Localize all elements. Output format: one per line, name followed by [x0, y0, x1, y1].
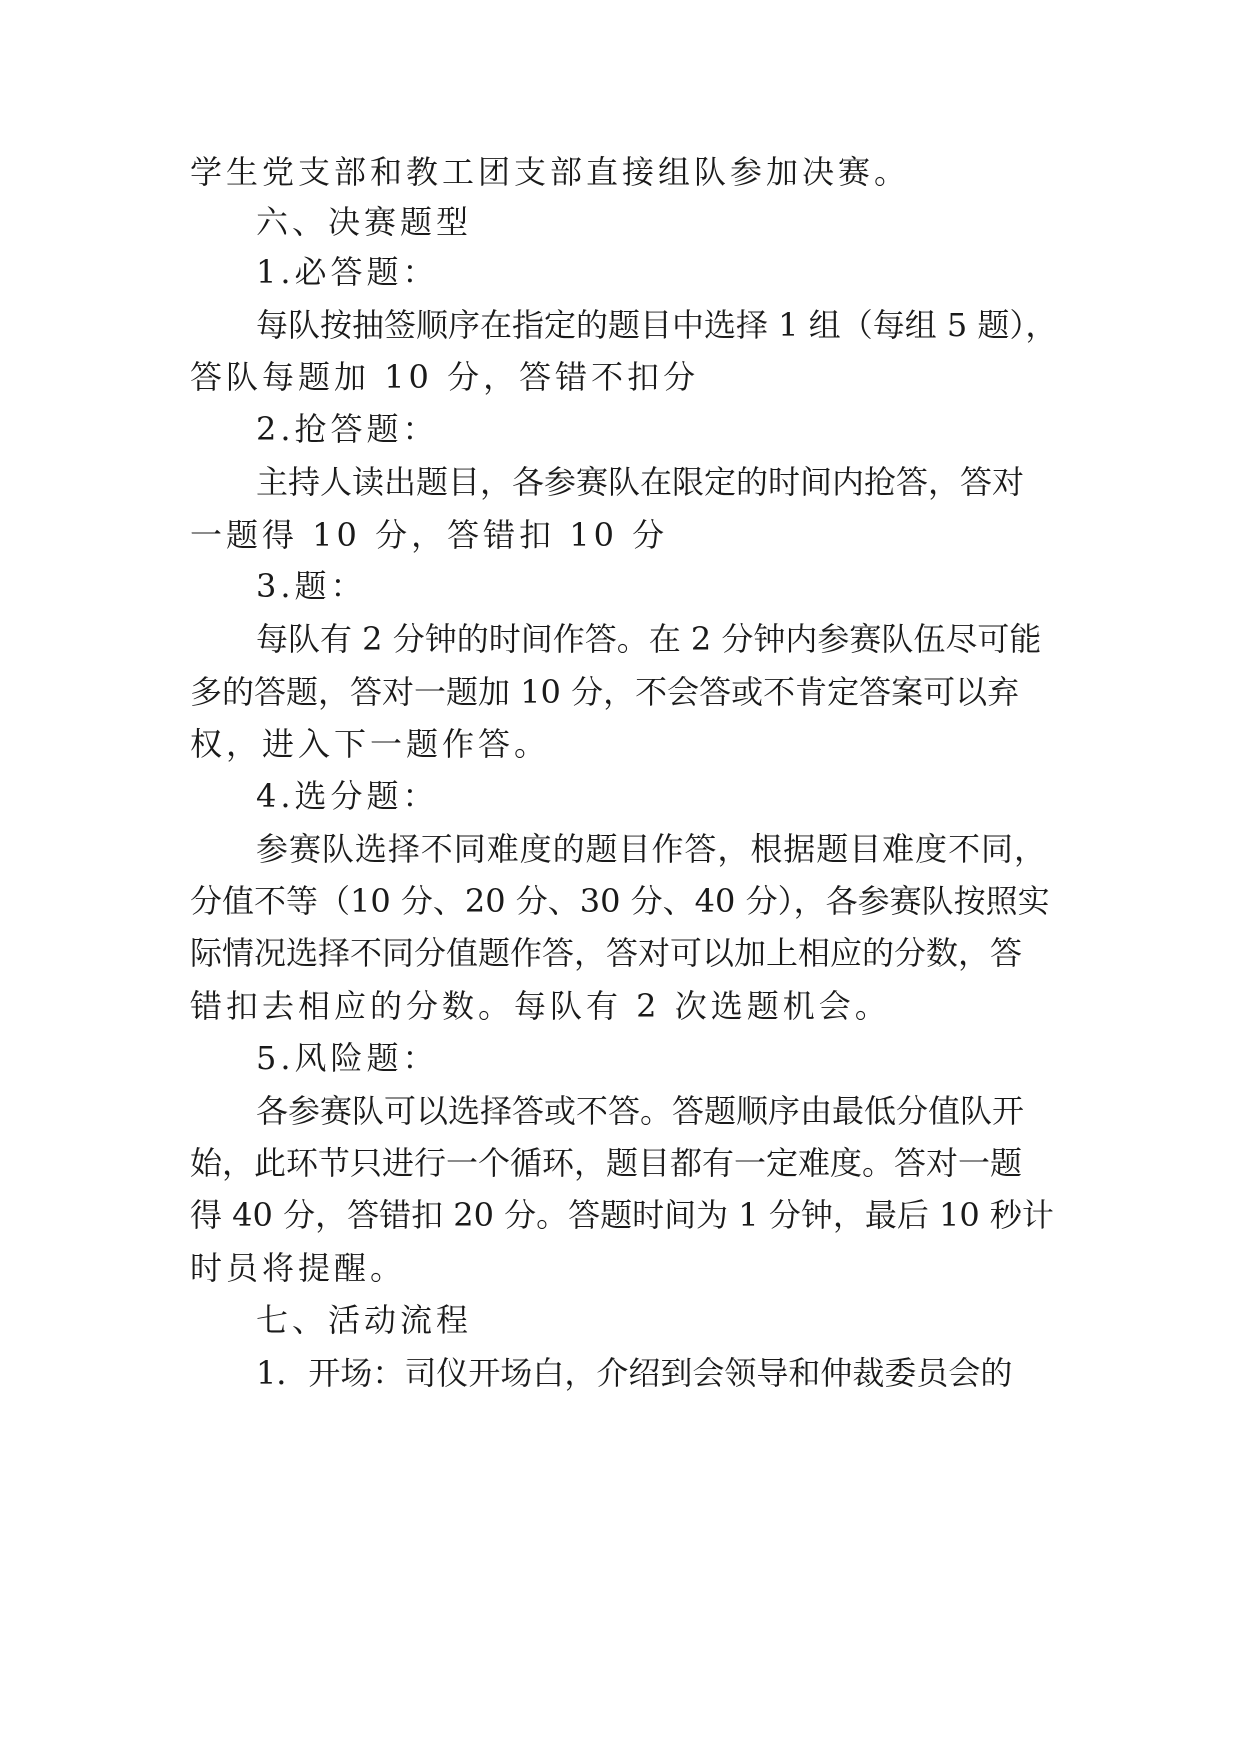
paragraph-line: 际情况选择不同分值题作答，答对可以加上相应的分数，答: [190, 934, 1023, 972]
subsection-heading: 3.题：: [256, 567, 367, 605]
paragraph-line: 答队每题加 10 分，答错不扣分: [190, 358, 700, 396]
paragraph-line: 权，进入下一题作答。: [190, 725, 551, 763]
paragraph-line: 多的答题，答对一题加 10 分，不会答或不肯定答案可以弃: [190, 673, 1020, 711]
subsection-heading: 5.风险题：: [256, 1039, 439, 1077]
paragraph-line: 错扣去相应的分数。每队有 2 次选题机会。: [190, 987, 891, 1025]
paragraph-line: 学生党支部和教工团支部直接组队参加决赛。: [190, 153, 911, 191]
section-heading: 六、决赛题型: [256, 203, 473, 241]
paragraph-line: 1．开场：司仪开场白，介绍到会领导和仲裁委员会的: [256, 1354, 1013, 1392]
paragraph-line: 每队按抽签顺序在指定的题目中选择 1 组（每组 5 题），: [256, 306, 1058, 344]
subsection-heading: 4.选分题：: [256, 777, 439, 815]
paragraph-line: 得 40 分，答错扣 20 分。答题时间为 1 分钟，最后 10 秒计: [190, 1196, 1054, 1234]
paragraph-line: 主持人读出题目，各参赛队在限定的时间内抢答，答对: [256, 463, 1025, 501]
paragraph-line: 分值不等（10 分、20 分、30 分、40 分），各参赛队按照实: [190, 882, 1050, 920]
paragraph-line: 时员将提醒。: [190, 1249, 407, 1287]
subsection-heading: 1.必答题：: [256, 253, 439, 291]
paragraph-line: 始，此环节只进行一个循环，题目都有一定难度。答对一题: [190, 1144, 1023, 1182]
subsection-heading: 2.抢答题：: [256, 410, 439, 448]
paragraph-line: 一题得 10 分，答错扣 10 分: [190, 516, 669, 554]
paragraph-line: 各参赛队可以选择答或不答。答题顺序由最低分值队开: [256, 1092, 1025, 1130]
paragraph-line: 参赛队选择不同难度的题目作答，根据题目难度不同，: [256, 830, 1046, 868]
paragraph-line: 每队有 2 分钟的时间作答。在 2 分钟内参赛队伍尽可能: [256, 620, 1042, 658]
section-heading: 七、活动流程: [256, 1301, 473, 1339]
